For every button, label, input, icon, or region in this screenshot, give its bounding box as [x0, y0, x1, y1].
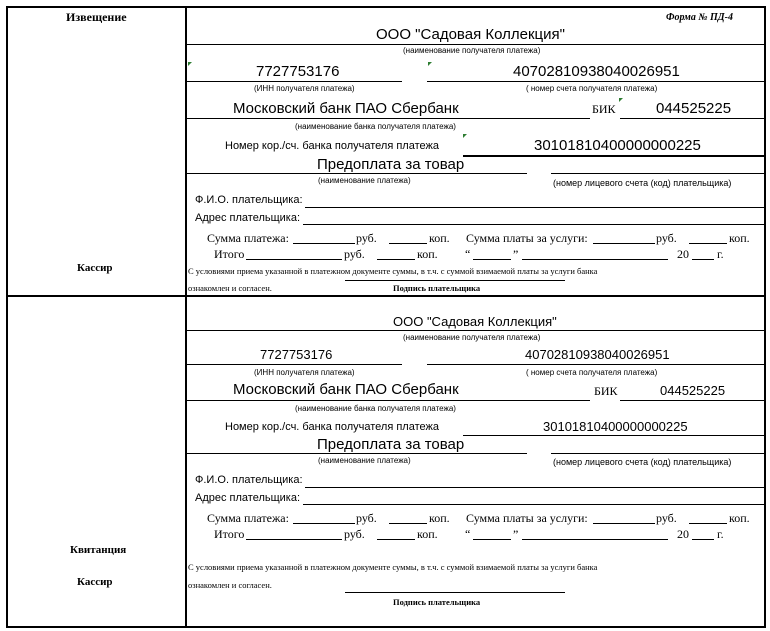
total-label: Итого: [214, 527, 245, 541]
quote-open: “: [465, 247, 471, 261]
kop-label: коп.: [429, 231, 450, 245]
account-value: 40702810938040026951: [513, 63, 680, 80]
rub-label: руб.: [344, 527, 365, 541]
bank-name: Московский банк ПАО Сбербанк: [233, 100, 459, 117]
rule: [551, 173, 764, 174]
payer-address-label: Адрес плательщика:: [195, 212, 301, 224]
rub-label: руб.: [344, 247, 365, 261]
inn-value: 7727753176: [260, 347, 333, 362]
signature-line[interactable]: [345, 592, 565, 593]
recipient-name: ООО "Садовая Коллекция": [376, 26, 565, 43]
bik-value: 044525225: [660, 383, 726, 398]
recipient-name-caption: (наименование получателя платежа): [403, 46, 541, 55]
rule: [463, 435, 764, 436]
kop-label: коп.: [417, 527, 438, 541]
corr-label: Номер кор./сч. банка получателя платежа: [225, 421, 439, 433]
bank-caption: (наименование банка получателя платежа): [295, 122, 456, 131]
receipt-label: Квитанция: [70, 544, 127, 556]
bank-name: Московский банк ПАО Сбербанк: [233, 381, 459, 398]
sum-rub-line[interactable]: [293, 523, 355, 524]
recipient-name: ООО "Садовая Коллекция": [393, 314, 557, 329]
corr-account: 30101810400000000225: [534, 137, 701, 154]
purpose-caption: (наименование платежа): [318, 456, 411, 465]
rule: [187, 330, 764, 331]
signature-label: Подпись плательщика: [393, 283, 481, 293]
rule: [187, 400, 590, 401]
fee-kop-line[interactable]: [689, 243, 727, 244]
consent-line2: ознакомлен и согласен.: [188, 580, 272, 590]
fee-rub-line[interactable]: [593, 523, 655, 524]
sum-rub-line[interactable]: [293, 243, 355, 244]
consent-line2: ознакомлен и согласен.: [188, 283, 272, 293]
rub-label: руб.: [656, 231, 677, 245]
service-fee-label: Сумма платы за услуги:: [466, 511, 588, 525]
rub-label: руб.: [356, 231, 377, 245]
year-line[interactable]: [692, 259, 714, 260]
quote-close: ”: [513, 527, 519, 541]
inn-caption: (ИНН получателя платежа): [254, 368, 355, 377]
year-suffix: г.: [717, 527, 724, 541]
rub-label: руб.: [656, 511, 677, 525]
marker-icon: [188, 62, 192, 66]
rule: [463, 155, 764, 157]
bik-label: БИК: [592, 102, 616, 116]
sum-kop-line[interactable]: [389, 243, 427, 244]
month-line[interactable]: [522, 539, 668, 540]
payer-name-line[interactable]: [305, 487, 764, 488]
marker-icon: [619, 98, 623, 102]
rule: [620, 400, 764, 401]
signature-label: Подпись плательщика: [393, 597, 481, 607]
rule: [187, 44, 764, 45]
account-caption: ( номер счета получателя платежа): [526, 84, 658, 93]
fee-rub-line[interactable]: [593, 243, 655, 244]
corr-label: Номер кор./сч. банка получателя платежа: [225, 140, 439, 152]
total-rub-line[interactable]: [246, 539, 342, 540]
cashier-label-top: Кассир: [77, 262, 113, 274]
recipient-name-caption: (наименование получателя платежа): [403, 333, 541, 342]
rule: [427, 364, 764, 365]
total-rub-line[interactable]: [246, 259, 342, 260]
payer-address-line[interactable]: [303, 224, 764, 225]
column-divider: [185, 6, 187, 628]
consent-line1: С условиями приема указанной в платежном документе суммы, в т.ч. с суммой взимаемой платы за услуги банка: [188, 266, 598, 276]
rub-label: руб.: [356, 511, 377, 525]
inn-value: 7727753176: [256, 63, 340, 80]
account-caption: ( номер счета получателя платежа): [526, 368, 658, 377]
rule: [187, 118, 590, 119]
year-line[interactable]: [692, 539, 714, 540]
sum-label: Сумма платежа:: [207, 231, 289, 245]
account-value: 40702810938040026951: [525, 347, 670, 362]
bank-caption: (наименование банка получателя платежа): [295, 404, 456, 413]
notice-label: Извещение: [66, 10, 127, 24]
sum-kop-line[interactable]: [389, 523, 427, 524]
purpose-caption: (наименование платежа): [318, 176, 411, 185]
form-title: Форма № ПД-4: [666, 12, 733, 23]
kop-label: коп.: [417, 247, 438, 261]
year-prefix: 20: [677, 247, 689, 261]
rule: [187, 173, 527, 174]
total-label: Итого: [214, 247, 245, 261]
rule: [187, 453, 527, 454]
cashier-label-bottom: Кассир: [77, 576, 113, 588]
payer-name-line[interactable]: [305, 207, 764, 208]
payer-name-label: Ф.И.О. плательщика:: [195, 194, 303, 206]
month-line[interactable]: [522, 259, 668, 260]
inn-caption: (ИНН получателя платежа): [254, 84, 355, 93]
consent-line1: С условиями приема указанной в платежном документе суммы, в т.ч. с суммой взимаемой платы за услуги банка: [188, 562, 598, 572]
rule: [187, 81, 402, 82]
rule: [620, 118, 764, 119]
marker-icon: [463, 134, 467, 138]
corr-account: 30101810400000000225: [543, 419, 688, 434]
personal-account-caption: (номер лицевого счета (код) плательщика): [553, 457, 732, 467]
purpose: Предоплата за товар: [317, 436, 465, 453]
rule: [187, 364, 402, 365]
sum-label: Сумма платежа:: [207, 511, 289, 525]
total-kop-line[interactable]: [377, 259, 415, 260]
bik-label: БИК: [594, 384, 618, 398]
kop-label: коп.: [729, 511, 750, 525]
rule: [551, 453, 764, 454]
quote-open: “: [465, 527, 471, 541]
day-line[interactable]: [473, 539, 511, 540]
kop-label: коп.: [429, 511, 450, 525]
day-line[interactable]: [473, 259, 511, 260]
payer-name-label: Ф.И.О. плательщика:: [195, 474, 303, 486]
rule: [427, 81, 764, 82]
year-suffix: г.: [717, 247, 724, 261]
marker-icon: [428, 62, 432, 66]
year-prefix: 20: [677, 527, 689, 541]
personal-account-caption: (номер лицевого счета (код) плательщика): [553, 178, 732, 188]
fee-kop-line[interactable]: [689, 523, 727, 524]
service-fee-label: Сумма платы за услуги:: [466, 231, 588, 245]
payer-address-line[interactable]: [303, 504, 764, 505]
total-kop-line[interactable]: [377, 539, 415, 540]
quote-close: ”: [513, 247, 519, 261]
payer-address-label: Адрес плательщика:: [195, 492, 301, 504]
bik-value: 044525225: [656, 100, 732, 117]
kop-label: коп.: [729, 231, 750, 245]
purpose: Предоплата за товар: [317, 156, 465, 173]
signature-line[interactable]: [345, 280, 565, 281]
